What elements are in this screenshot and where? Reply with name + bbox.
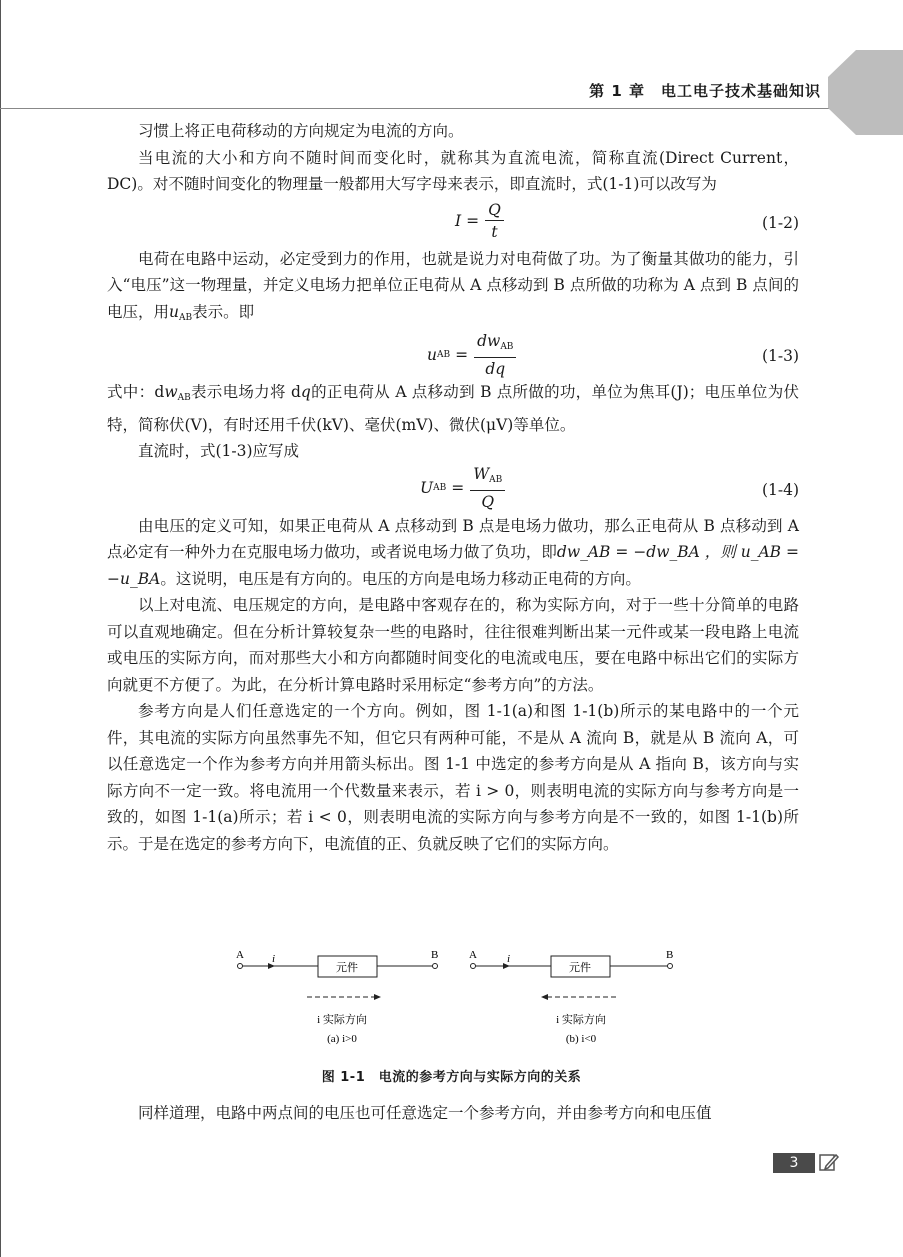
element-label: 元件 [336,962,358,974]
arrow-icon [541,994,548,1000]
paragraph: 参考方向是人们任意选定的一个方向。例如，图 1-1(a)和图 1-1(b)所示的某电路中的一个元件，其电流的实际方向虽然事先不知，但它只有两种可能，不是从 A 流向 B，就是从 B 流向 A，可以任意选定一个作为参考方向并用箭头标出。图 1-1 中选定的参考方向是从 A 指向 B，该方向与实际方向不一定一致。将电流用一个代数量来表示，若 i > 0，则表明电流的实际方向与参考方向是一致的，如图 1-1(a)所示；若 i < 0，则表明电流的实际方向与参考方向是不一致的，如图 1-1(b)所示。于是在选定的参考方向下，电流值的正、负就反映了它们的实际方向。 [107,702,799,853]
eq-lhs: I [455,212,462,231]
denominator: Q [481,493,495,511]
header-divider [0,108,830,109]
node-label: A [469,949,477,961]
equation-1-4: U AB = $\frac{W_{AB}}{Q}$ (1-4) [420,465,799,511]
equation-number: (1-4) [761,480,799,499]
equation-1-3: u AB = $\frac{dw_{AB}}{dq}$ (1-3) [427,331,799,378]
chapter-title: 第 1 章 电工电子技术基础知识 [589,82,821,100]
figure-caption: 图 1-1 电流的参考方向与实际方向的关系 [321,1070,582,1085]
numerator: $W_{AB}$ [470,464,505,491]
actual-direction-label: i 实际方向 [317,1014,367,1026]
element-label: 元件 [569,962,591,974]
circuit-b [469,949,673,1045]
subfigure-caption: (a) i>0 [327,1033,357,1045]
actual-direction-label: i 实际方向 [556,1014,606,1026]
pencil-edit-icon [818,1151,840,1173]
equation-number: (1-2) [761,213,799,232]
terminal-icon [471,964,476,969]
subfigure-caption: (b) i<0 [565,1033,597,1045]
fraction [474,331,516,380]
figure-1-1 [225,948,695,1050]
current-label: i [507,953,511,965]
numerator: Q [485,200,504,221]
paragraph: 同样道理，电路中两点间的电压也可任意选定一个参考方向，并由参考方向和电压值 [138,1104,712,1122]
terminal-icon [668,964,673,969]
paragraph: 习惯上将正电荷移动的方向规定为电流的方向。 [138,122,464,140]
terminal-icon [433,964,438,969]
node-label: B [666,949,674,961]
header-tab-decoration [828,50,903,135]
paragraph: 式中：$dw_{AB}$表示电场力将 dq的正电荷从 A 点移动到 B 点所做的功，单位为焦耳(J)；电压单位为伏特，简称伏(V)，有时还用千伏(kV)、毫伏(mV)、微伏(μV)等单位。 [107,383,799,434]
page-header [0,70,903,110]
fraction [470,464,505,513]
circuit-a [236,949,438,1045]
node-label: B [431,949,439,961]
denominator: dq [485,359,506,378]
paragraph: 直流时，式(1-3)应写成 [138,442,300,460]
equation-1-2: I = $\frac{Q}{t}$ (1-2) [455,201,799,241]
paragraph: 电荷在电路中运动，必定受到力的作用，也就是说力对电荷做了功。为了衡量其做功的能力，引入“电压”这一物理量，并定义电场力把单位正电荷从 A 点移动到 B 点所做的功称为 A 点到 B 点间的电压，用$u_{AB}$表示。即 [107,249,799,323]
paragraph: 由电压的定义可知，如果正电荷从 A 点移动到 B 点是电场力做功，那么正电荷从 B 点移动到 A 点必定有一种外力在克服电场力做功，或者说电场力做了负功，即dw_AB = −dw_BA ，则 u_AB = −u_BA。这说明，电压是有方向的。电压的方向是电场力移动正电荷的方向。 [107,516,799,588]
fraction [485,200,504,243]
equation-number: (1-3) [761,347,799,365]
paragraph: 当电流的大小和方向不随时间而变化时，就称其为直流电流，简称直流(Direct Current，DC)。对不随时间变化的物理量一般都用大写字母来表示，即直流时，式(1-1)可以改写为 [107,148,799,193]
paragraph: 以上对电流、电压规定的方向，是电路中客观存在的，称为实际方向，对于一些十分简单的电路可以直观地确定。但在分析计算较复杂一些的电路时，往往很难判断出某一元件或某一段电路上电流或电压的实际方向，而对那些大小和方向都随时间变化的电流或电压，要在电路中标出它们的实际方向就更不方便了。为此，在分析计算电路时采用标定“参考方向”的方法。 [107,596,799,694]
denominator: t [491,223,498,241]
current-label: i [272,953,276,965]
terminal-icon [238,964,243,969]
arrow-icon [374,994,381,1000]
page-number: 3 [773,1153,815,1173]
numerator: $dw_{AB}$ [474,331,516,358]
node-label: A [236,949,244,961]
body-text [107,118,799,857]
